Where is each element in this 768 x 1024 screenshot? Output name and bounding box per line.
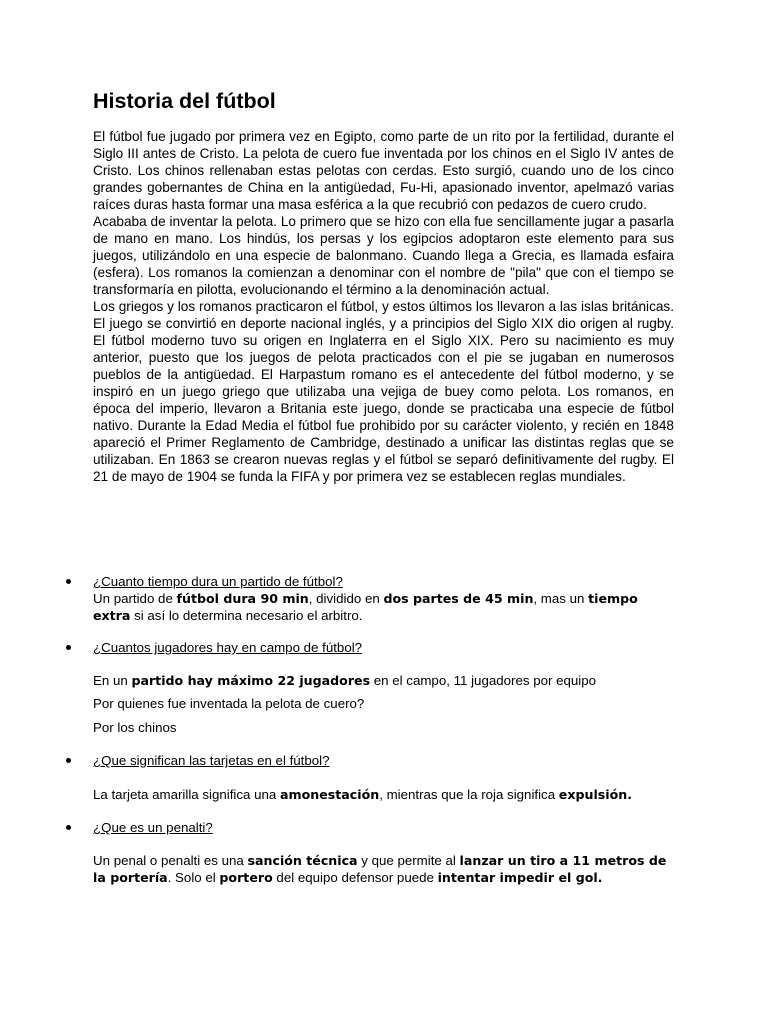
faq-question-link[interactable]: ¿Que es un penalti? <box>93 820 213 835</box>
bullet-icon <box>66 825 71 830</box>
faq-question-link[interactable]: ¿Cuantos jugadores hay en campo de fútbol? <box>93 640 363 655</box>
answer-bold: sanción técnica <box>247 853 358 868</box>
answer-text: y que permite al <box>357 853 460 868</box>
faq-question-link[interactable]: ¿Que significan las tarjetas en el fútbol? <box>93 753 330 768</box>
answer-bold: portero <box>219 870 273 885</box>
answer-bold: dos partes de 45 min <box>383 591 534 606</box>
answer-text: En un <box>93 673 132 688</box>
answer-text: , mas un <box>533 591 589 606</box>
faq-question-link[interactable]: ¿Cuanto tiempo dura un partido de fútbol? <box>93 574 343 589</box>
answer-text: Un penal o penalti es una <box>93 853 248 868</box>
answer-text: , mientras que la roja significa <box>379 787 559 802</box>
history-body <box>93 128 674 485</box>
faq-extra-answer: Por los chinos <box>93 720 177 735</box>
answer-bold: fútbol dura 90 min <box>176 591 309 606</box>
answer-text: Un partido de <box>93 591 177 606</box>
answer-text: en el campo, 11 jugadores por equipo <box>370 673 597 688</box>
paragraph: El fútbol fue jugado por primera vez en Egipto, como parte de un rito por la fertilidad, durante el Siglo III antes de Cristo. La pelota de cuero fue inventada por los chinos en el Siglo IV antes de Cristo. Los chinos rellenaban estas pelotas con cerdas. Esto surgió, cuando uno de los cinco grandes gobernantes de China en la antigüedad, Fu-Hi, apasionado inventor, apelmazó varias raíces duras hasta formar una masa esférica a la que recubrió con pedazos de cuero crudo. <box>93 129 674 212</box>
answer-bold: lanzar un tiro a 11 metros de la portería <box>93 853 667 885</box>
answer-text: del equipo defensor puede <box>272 870 438 885</box>
faq-answer <box>93 852 678 886</box>
answer-text: , dividido en <box>308 591 384 606</box>
bullet-icon <box>66 758 71 763</box>
answer-text: La tarjeta amarilla significa una <box>93 787 280 802</box>
paragraph: Los griegos y los romanos practicaron el fútbol, y estos últimos los llevaron a las islas británicas. El juego se convirtió en deporte nacional inglés, y a principios del Siglo XIX dio origen al rugby. El fútbol moderno tuvo su origen en Inglaterra en el Siglo XIX. Pero su nacimiento es muy anterior, puesto que los juegos de pelota practicados con el pie se jugaban en numerosos pueblos de la antigüedad. El Harpastum romano es el antecedente del fútbol moderno, y se inspiró en un juego griego que utilizaba una vejiga de buey como pelota. Los romanos, en época del imperio, llevaron a Britania este juego, donde se practicaba una especie de fútbol nativo. Durante la Edad Media el fútbol fue prohibido por su carácter violento, y recién en 1848 apareció el Primer Reglamento de Cambridge, destinado a unificar las distintas reglas que se utilizaban. En 1863 se crearon nuevas reglas y el fútbol se separó definitivamente del rugby. El 21 de mayo de 1904 se funda la FIFA y por primera vez se establecen reglas mundiales. <box>93 299 674 484</box>
answer-text: . Solo el <box>167 870 220 885</box>
answer-bold: amonestación <box>280 787 380 802</box>
bullet-icon <box>66 645 71 650</box>
faq-answer <box>93 672 678 689</box>
faq-answer <box>93 590 678 624</box>
paragraph: Acababa de inventar la pelota. Lo primero que se hizo con ella fue sencillamente jugar a pasarla de mano en mano. Los hindús, los persas y los egipcios adoptaron este elemento para sus juegos, utilizándolo en una especie de balonmano. Cuando llega a Grecia, es llamada esfaira (esfera). Los romanos la comienzan a denominar con el nombre de "pila" que con el tiempo se transformaría en pilotta, evolucionando el término a la denominación actual. <box>93 214 674 297</box>
answer-bold: expulsión. <box>558 787 632 802</box>
faq-answer <box>93 786 678 803</box>
answer-bold: tiempo extra <box>93 591 638 623</box>
bullet-icon <box>66 579 71 584</box>
faq-extra-question: Por quienes fue inventada la pelota de cuero? <box>93 696 365 711</box>
page-title: Historia del fútbol <box>93 89 276 113</box>
answer-text: si así lo determina necesario el arbitro. <box>130 608 363 623</box>
answer-bold: partido hay máximo 22 jugadores <box>131 673 371 688</box>
answer-bold: intentar impedir el gol. <box>437 870 603 885</box>
